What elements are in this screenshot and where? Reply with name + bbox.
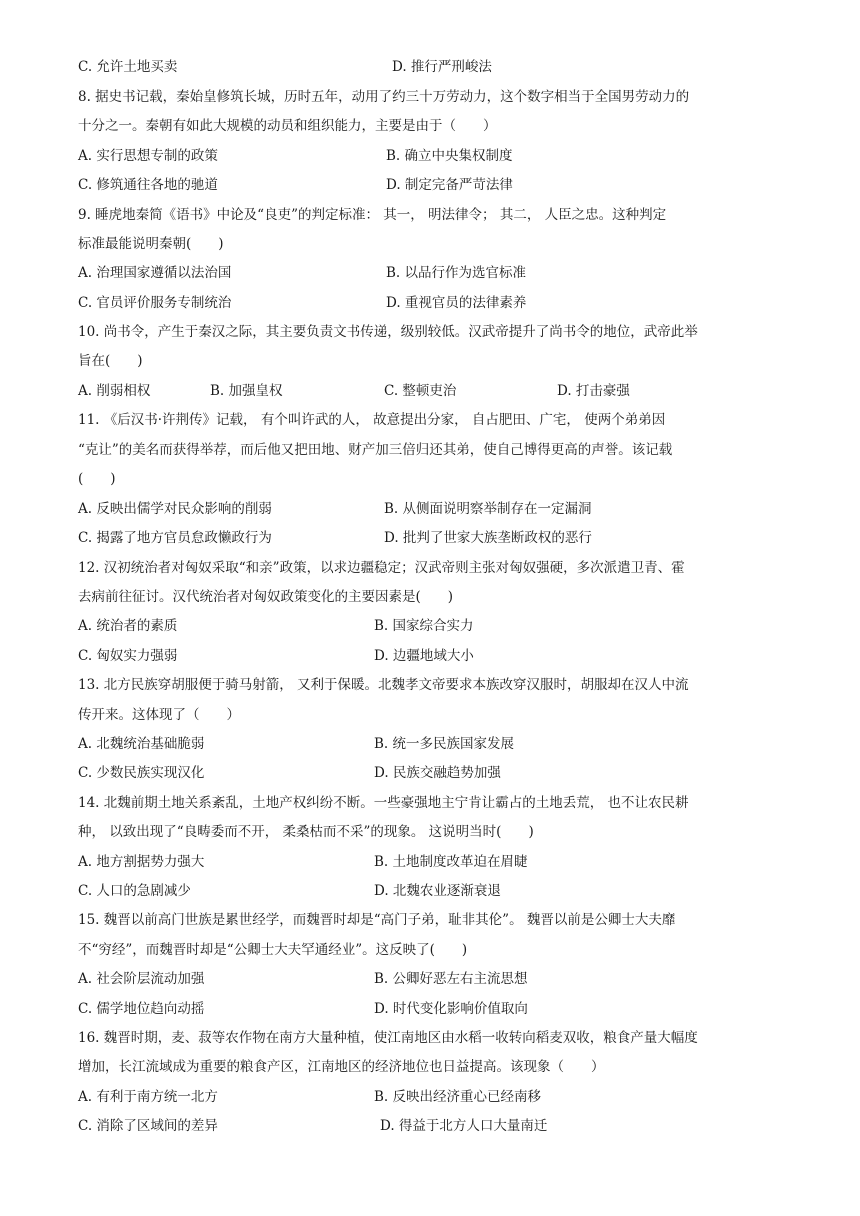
option-c: C. 允许土地买卖 xyxy=(78,59,178,75)
question-12-text-cont: 去病前往征讨。汉代统治者对匈奴政策变化的主要因素是( ) xyxy=(78,589,454,605)
q11-option-b: B. 从侧面说明察举制存在一定漏洞 xyxy=(384,501,592,517)
q13-option-a: A. 北魏统治基础脆弱 xyxy=(78,736,205,752)
q9-option-c: C. 官员评价服务专制统治 xyxy=(78,295,232,311)
question-15-text-cont: 不“穷经”，而魏晋时却是“公卿士大夫罕通经业”。这反映了( ) xyxy=(78,942,468,958)
question-16-text-cont: 增加，长江流域成为重要的粮食产区，江南地区的经济地位也日益提高。该现象（ ） xyxy=(78,1059,605,1075)
q13-option-d: D. 民族交融趋势加强 xyxy=(374,765,501,781)
question-8-text-cont: 十分之一。秦朝有如此大规模的动员和组织能力，主要是由于（ ） xyxy=(78,118,497,134)
question-14-text-cont: 种， 以致出现了“良畴委而不开， 柔桑枯而不采”的现象。 这说明当时( ) xyxy=(78,824,534,840)
q16-option-a: A. 有利于南方统一北方 xyxy=(78,1089,218,1105)
question-9-text: 9. 睡虎地秦简《语书》中论及“良吏”的判定标准： 其一， 明法律令； 其二， 人臣之忠。这种判定 xyxy=(78,207,667,223)
q10-option-a: A. 削弱相权 xyxy=(78,383,151,399)
question-9-text-cont: 标准最能说明秦朝( ) xyxy=(78,236,224,252)
q9-option-b: B. 以品行作为选官标准 xyxy=(386,265,527,281)
q14-option-a: A. 地方割据势力强大 xyxy=(78,854,205,870)
q13-option-b: B. 统一多民族国家发展 xyxy=(374,736,515,752)
q12-option-b: B. 国家综合实力 xyxy=(374,618,474,634)
q14-option-d: D. 北魏农业逐渐衰退 xyxy=(374,883,501,899)
q16-option-c: C. 消除了区域间的差异 xyxy=(78,1118,218,1134)
question-10-text: 10. 尚书令，产生于秦汉之际，其主要负责文书传递，级别较低。汉武帝提升了尚书令的地位，武帝此举 xyxy=(78,324,698,340)
q15-option-c: C. 儒学地位趋向动摇 xyxy=(78,1001,205,1017)
q12-option-a: A. 统治者的素质 xyxy=(78,618,178,634)
q16-option-d: D. 得益于北方人口大量南迁 xyxy=(380,1118,548,1134)
q13-option-c: C. 少数民族实现汉化 xyxy=(78,765,205,781)
q11-option-d: D. 批判了世家大族垄断政权的恶行 xyxy=(384,530,592,546)
q12-option-c: C. 匈奴实力强弱 xyxy=(78,648,178,664)
q10-option-d: D. 打击豪强 xyxy=(557,383,630,399)
q10-option-b: B. 加强皇权 xyxy=(210,383,283,399)
q8-option-a: A. 实行思想专制的政策 xyxy=(78,148,218,164)
question-13-text: 13. 北方民族穿胡服便于骑马射箭， 又利于保暖。北魏孝文帝要求本族改穿汉服时，胡服却在汉人中流 xyxy=(78,677,689,693)
question-11-text-cont: “克让”的美名而获得举荐，而后他又把田地、财产加三倍归还其弟，使自己博得更高的声誉。该记载 xyxy=(78,442,673,458)
q15-option-d: D. 时代变化影响价值取向 xyxy=(374,1001,528,1017)
q12-option-d: D. 边疆地域大小 xyxy=(374,648,474,664)
question-12-text: 12. 汉初统治者对匈奴采取“和亲”政策，以求边疆稳定；汉武帝则主张对匈奴强硬，多次派遣卫青、霍 xyxy=(78,560,685,576)
q14-option-c: C. 人口的急剧减少 xyxy=(78,883,191,899)
q8-option-b: B. 确立中央集权制度 xyxy=(386,148,513,164)
q15-option-b: B. 公卿好恶左右主流思想 xyxy=(374,971,528,987)
q14-option-b: B. 土地制度改革迫在眉睫 xyxy=(374,854,528,870)
q11-option-c: C. 揭露了地方官员怠政懒政行为 xyxy=(78,530,272,546)
question-14-text: 14. 北魏前期土地关系紊乱，土地产权纠纷不断。一些豪强地主宁肯让霸占的土地丢荒， 也不让农民耕 xyxy=(78,795,689,811)
q9-option-a: A. 治理国家遵循以法治国 xyxy=(78,265,232,281)
question-11-answer-blank: ( ) xyxy=(78,471,116,487)
q8-option-d: D. 制定完备严苛法律 xyxy=(386,177,513,193)
question-16-text: 16. 魏晋时期，麦、菽等农作物在南方大量种植，使江南地区由水稻一收转向稻麦双收，粮食产量大幅度 xyxy=(78,1030,698,1046)
q11-option-a: A. 反映出儒学对民众影响的削弱 xyxy=(78,501,272,517)
option-d: D. 推行严刑峻法 xyxy=(392,59,492,75)
question-15-text: 15. 魏晋以前高门世族是累世经学，而魏晋时却是“高门子弟，耻非其伦”。 魏晋以前是公卿士大夫靡 xyxy=(78,912,676,928)
question-13-text-cont: 传开来。这体现了（ ） xyxy=(78,707,240,723)
q8-option-c: C. 修筑通往各地的驰道 xyxy=(78,177,218,193)
q15-option-a: A. 社会阶层流动加强 xyxy=(78,971,205,987)
question-10-text-cont: 旨在( ) xyxy=(78,353,143,369)
q9-option-d: D. 重视官员的法律素养 xyxy=(386,295,527,311)
q10-option-c: C. 整顿吏治 xyxy=(384,383,457,399)
q16-option-b: B. 反映出经济重心已经南移 xyxy=(374,1089,542,1105)
question-11-text: 11. 《后汉书·许荆传》记载， 有个叫许武的人， 故意提出分家， 自占肥田、广宅， 使两个弟弟因 xyxy=(78,412,666,428)
question-8-text: 8. 据史书记载，秦始皇修筑长城，历时五年，动用了约三十万劳动力，这个数字相当于全国男劳动力的 xyxy=(78,89,690,105)
